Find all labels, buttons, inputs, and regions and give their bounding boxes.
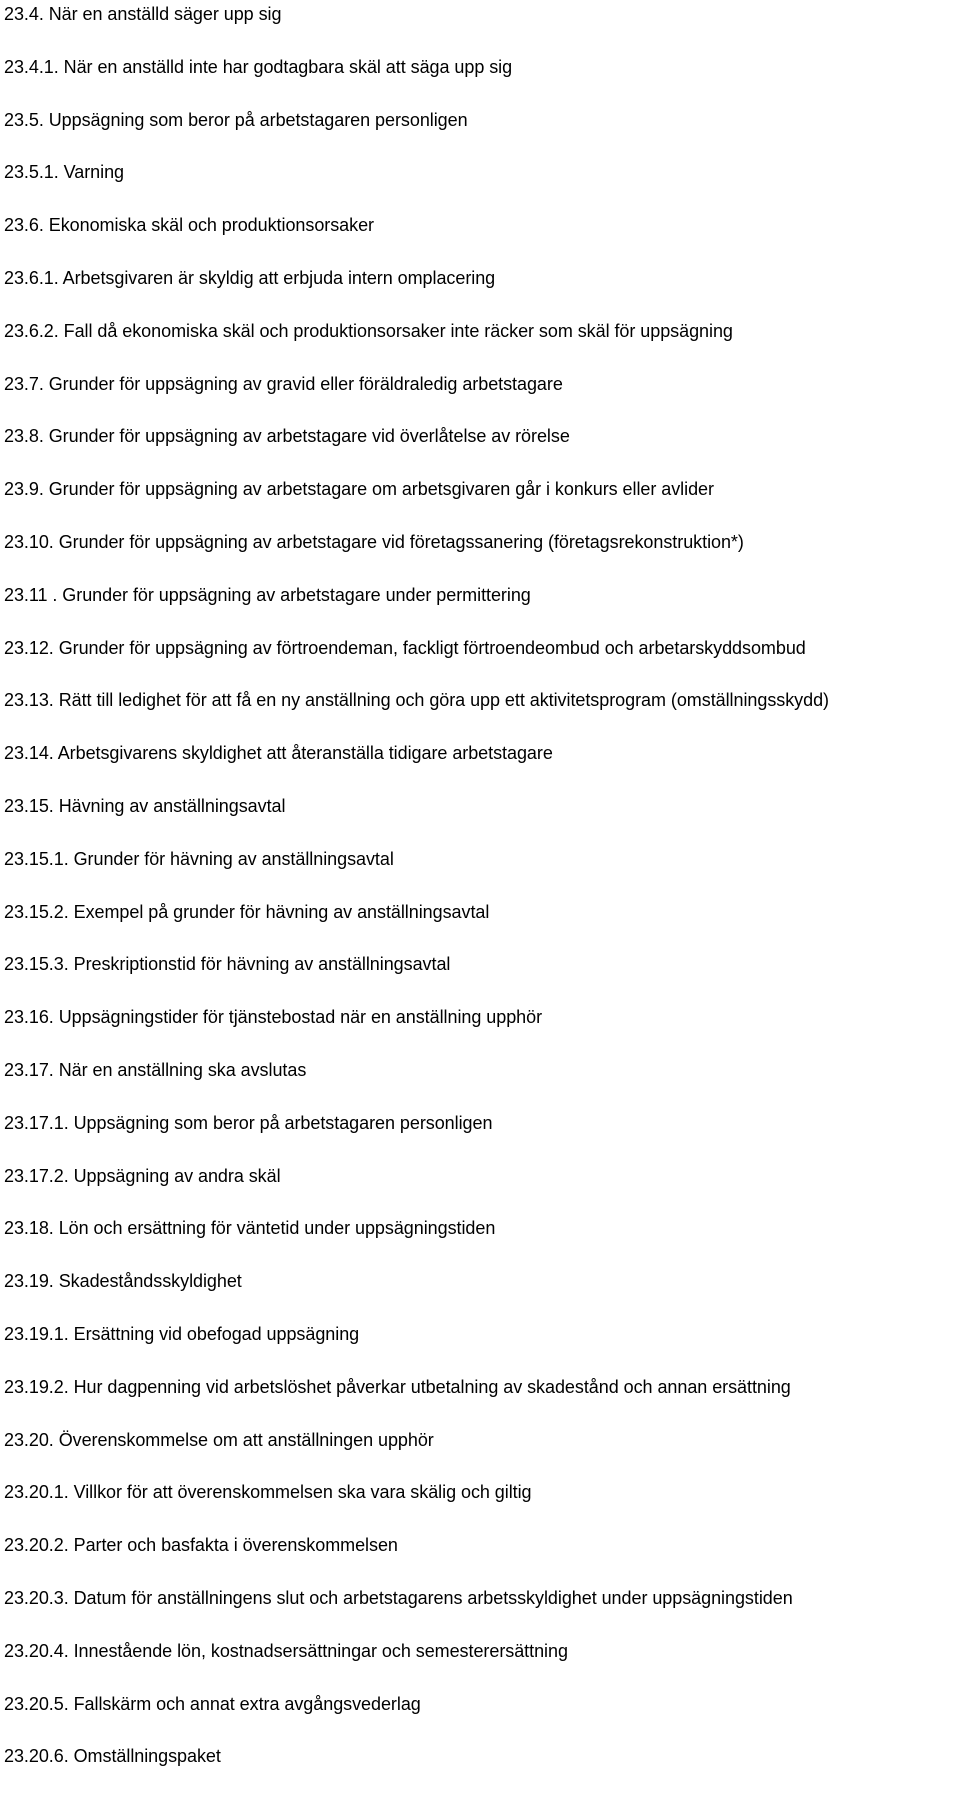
toc-entry-23-19: 23.19. Skadeståndsskyldighet — [4, 1271, 242, 1292]
toc-entry-23-13: 23.13. Rätt till ledighet för att få en ny anställning och göra upp ett aktivitetsprogram (omställningsskydd) — [4, 690, 829, 711]
toc-entry-23-20: 23.20. Överenskommelse om att anställningen upphör — [4, 1429, 434, 1450]
toc-entry-23-19-2: 23.19.2. Hur dagpenning vid arbetslöshet påverkar utbetalning av skadestånd och annan ersättning — [4, 1376, 791, 1397]
toc-entry-23-20-2: 23.20.2. Parter och basfakta i överenskommelsen — [4, 1535, 398, 1556]
toc-entry-23-14: 23.14. Arbetsgivarens skyldighet att återanställa tidigare arbetstagare — [4, 743, 553, 764]
toc-entry-23-4: 23.4. När en anställd säger upp sig — [4, 4, 282, 24]
toc-entry-23-12: 23.12. Grunder för uppsägning av förtroendeman, fackligt förtroendeombud och arbetarskyddsombud — [4, 637, 806, 658]
toc-entry-23-15-2: 23.15.2. Exempel på grunder för hävning av anställningsavtal — [4, 901, 490, 922]
toc-entry-23-5-1: 23.5.1. Varning — [4, 162, 125, 183]
toc-entry-23-10: 23.10. Grunder för uppsägning av arbetstagare vid företagssanering (företagsrekonstruktion*) — [4, 531, 744, 552]
toc-entry-23-6-1: 23.6.1. Arbetsgivaren är skyldig att erbjuda intern omplacering — [4, 267, 496, 288]
toc-entry-23-19-1: 23.19.1. Ersättning vid obefogad uppsägning — [4, 1323, 360, 1344]
toc-entry-23-6-2: 23.6.2. Fall då ekonomiska skäl och produktionsorsaker inte räcker som skäl för uppsägning — [4, 320, 733, 341]
toc-entry-23-20-1: 23.20.1. Villkor för att överenskommelsen ska vara skälig och giltig — [4, 1482, 532, 1503]
toc-entry-23-5: 23.5. Uppsägning som beror på arbetstagaren personligen — [4, 109, 468, 130]
toc-entry-23-20-4: 23.20.4. Innestående lön, kostnadsersättningar och semesterersättning — [4, 1640, 568, 1661]
toc-entry-23-17-1: 23.17.1. Uppsägning som beror på arbetstagaren personligen — [4, 1112, 493, 1133]
toc-entry-23-15: 23.15. Hävning av anställningsavtal — [4, 795, 286, 816]
toc-entry-23-7: 23.7. Grunder för uppsägning av gravid eller föräldraledig arbetstagare — [4, 373, 563, 394]
toc-entry-23-15-3: 23.15.3. Preskriptionstid för hävning av anställningsavtal — [4, 954, 451, 975]
toc-entry-23-20-3: 23.20.3. Datum för anställningens slut och arbetstagarens arbetsskyldighet under uppsägningstiden — [4, 1587, 793, 1608]
toc-entry-23-11: 23.11 . Grunder för uppsägning av arbetstagare under permittering — [4, 584, 531, 605]
toc-entry-23-18: 23.18. Lön och ersättning för väntetid under uppsägningstiden — [4, 1218, 496, 1239]
toc-entry-23-17: 23.17. När en anställning ska avslutas — [4, 1059, 307, 1080]
toc-entry-23-9: 23.9. Grunder för uppsägning av arbetstagare om arbetsgivaren går i konkurs eller avlider — [4, 479, 714, 500]
toc-entry-23-16: 23.16. Uppsägningstider för tjänstebostad när en anställning upphör — [4, 1007, 543, 1028]
toc-entry-23-6: 23.6. Ekonomiska skäl och produktionsorsaker — [4, 215, 374, 236]
table-of-contents — [4, 0, 960, 1795]
toc-entry-23-8: 23.8. Grunder för uppsägning av arbetstagare vid överlåtelse av rörelse — [4, 426, 570, 447]
toc-entry-23-17-2: 23.17.2. Uppsägning av andra skäl — [4, 1165, 281, 1186]
toc-entry-23-20-6: 23.20.6. Omställningspaket — [4, 1746, 221, 1767]
toc-entry-23-20-5: 23.20.5. Fallskärm och annat extra avgångsvederlag — [4, 1693, 421, 1714]
toc-entry-23-15-1: 23.15.1. Grunder för hävning av anställningsavtal — [4, 848, 394, 869]
toc-entry-23-4-1: 23.4.1. När en anställd inte har godtagbara skäl att säga upp sig — [4, 56, 513, 77]
